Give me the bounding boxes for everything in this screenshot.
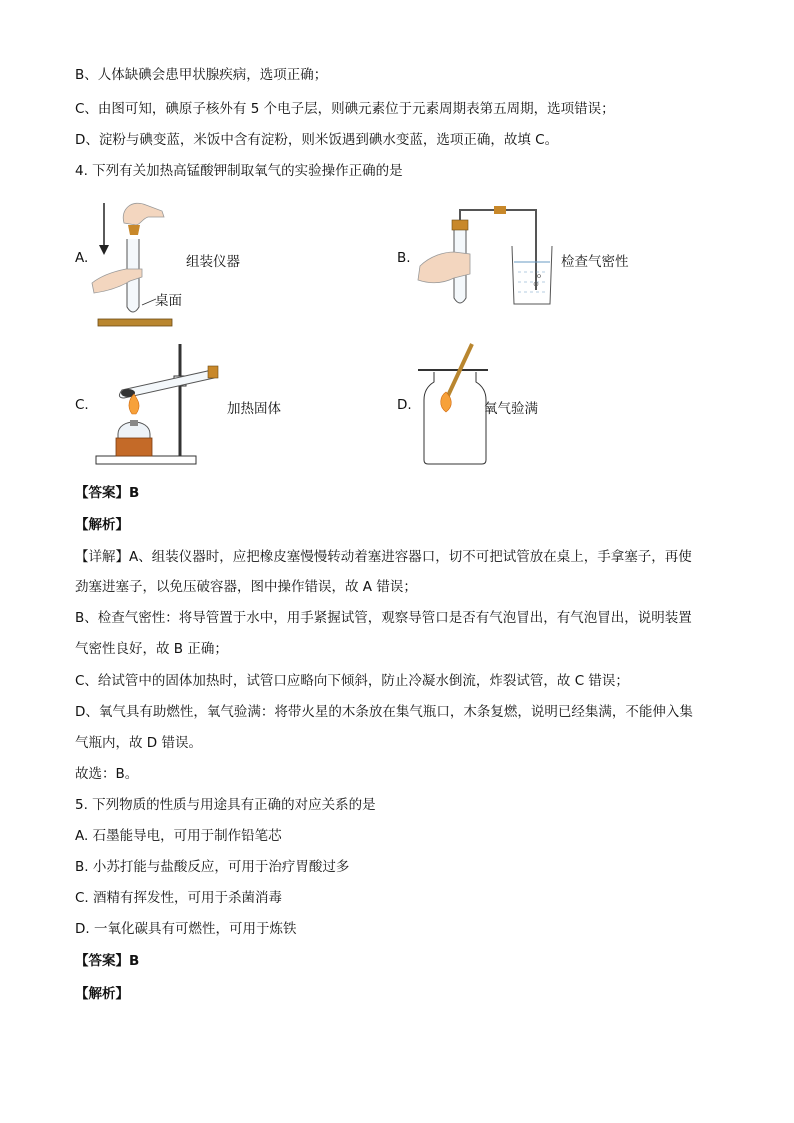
option-c-caption: 加热固体	[227, 401, 281, 417]
option-d-caption: 氧气验满	[484, 401, 538, 417]
detail-line-3: B、检查气密性：将导管置于水中，用手紧握试管，观察导管口是否有气泡冒出，有气泡冒出，说明装置	[75, 610, 692, 626]
answer-label-5: 【答案】B	[75, 953, 140, 969]
detail-line-4: 气密性良好，故 B 正确；	[75, 641, 228, 657]
detail-line-1: 【详解】A、组装仪器时，应把橡皮塞慢慢转动着塞进容器口，切不可把试管放在桌上，手拿塞子，再使	[75, 549, 692, 565]
figure-heat-solid	[92, 338, 224, 470]
answer-label-4: 【答案】B	[75, 485, 140, 501]
figure-oxygen-full-check	[414, 340, 494, 468]
option-c-letter: C.	[75, 397, 89, 413]
detail-line-5: C、给试管中的固体加热时，试管口应略向下倾斜，防止冷凝水倒流，炸裂试管，故 C 错误；	[75, 673, 629, 689]
detail-line-8: 故选：B。	[75, 766, 139, 782]
option-b-letter: B.	[397, 250, 411, 266]
question-5-option-a: A. 石墨能导电，可用于制作铅笔芯	[75, 828, 282, 844]
text-line-2: C、由图可知，碘原子核外有 5 个电子层，则碘元素位于元素周期表第五周期，选项错误；	[75, 101, 615, 117]
detail-line-2: 劲塞进塞子，以免压破容器，图中操作错误，故 A 错误；	[75, 579, 417, 595]
option-a-caption: 组装仪器	[186, 254, 240, 270]
detail-line-7: 气瓶内，故 D 错误。	[75, 735, 202, 751]
question-5-option-d: D. 一氧化碳具有可燃性，可用于炼铁	[75, 921, 297, 937]
question-4: 4. 下列有关加热高锰酸钾制取氧气的实验操作正确的是	[75, 163, 403, 179]
text-line-1: B、人体缺碘会患甲状腺疾病，选项正确；	[75, 67, 328, 83]
figure-check-airtightness	[414, 200, 554, 315]
figure-assemble-apparatus	[90, 195, 185, 335]
option-b-caption: 检查气密性	[561, 254, 629, 270]
question-5-option-c: C. 酒精有挥发性，可用于杀菌消毒	[75, 890, 283, 906]
analysis-label-4: 【解析】	[75, 517, 129, 533]
detail-line-6: D、氧气具有助燃性，氧气验满：将带火星的木条放在集气瓶口，木条复燃，说明已经集满，不能伸入集	[75, 704, 693, 720]
question-5-option-b: B. 小苏打能与盐酸反应，可用于治疗胃酸过多	[75, 859, 350, 875]
option-a-letter: A.	[75, 250, 89, 266]
desk-label: 桌面	[155, 293, 182, 309]
option-d-letter: D.	[397, 397, 412, 413]
question-5: 5. 下列物质的性质与用途具有正确的对应关系的是	[75, 797, 376, 813]
analysis-label-5: 【解析】	[75, 986, 129, 1002]
text-line-3: D、淀粉与碘变蓝，米饭中含有淀粉，则米饭遇到碘水变蓝，选项正确，故填 C。	[75, 132, 559, 148]
